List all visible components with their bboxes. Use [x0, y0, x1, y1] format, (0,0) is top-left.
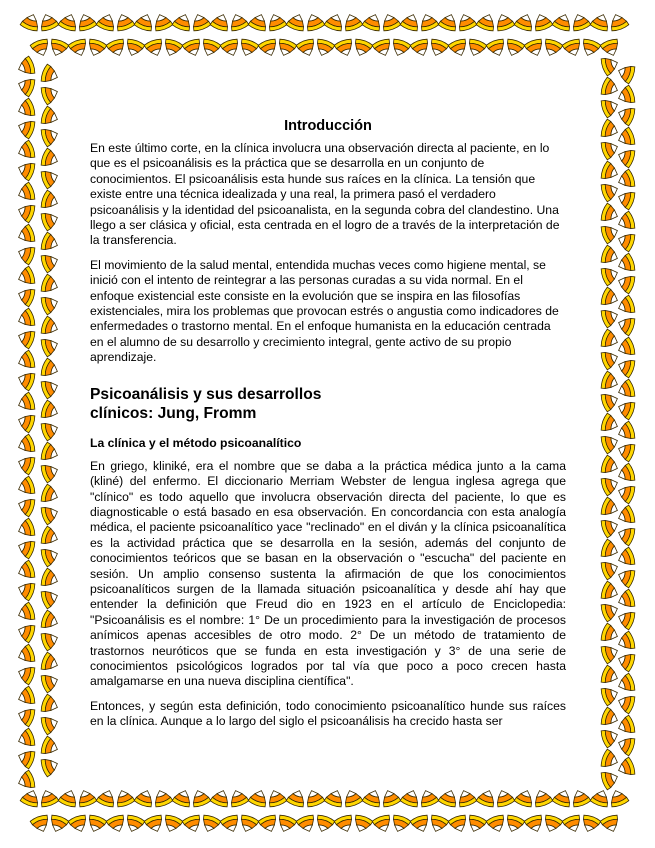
candy-corn-icon [569, 12, 591, 33]
candy-corn-icon [616, 379, 637, 401]
candy-corn-icon [486, 814, 508, 835]
candy-corn-icon [600, 77, 621, 99]
candy-corn-icon [341, 788, 363, 809]
candy-corn-icon [20, 788, 42, 809]
candy-corn-icon [600, 768, 621, 790]
candy-corn-icon [362, 788, 384, 809]
candy-corn-icon [600, 306, 621, 328]
candy-corn-icon [16, 411, 37, 433]
candy-corn-icon [562, 814, 584, 835]
candy-corn-icon [16, 140, 37, 162]
candy-corn-icon [106, 38, 128, 59]
candy-corn-icon [40, 484, 61, 506]
candy-corn-icon [616, 211, 637, 233]
candy-corn-icon [30, 38, 52, 59]
candy-corn-icon [579, 814, 601, 835]
body-paragraph-1: En griego, kliniké, era el nombre que se daba a la práctica médica junto a la cama (kliné) del enfermo. El diccionario Merriam Webster de lengua inglesa agrega que "clínico" es todo aquello que involucra observación directa del paciente, lo que es diagnosticable o está basado en esa observación. En concordancia con esta analogía médica, el paciente psicoanalítico yace "reclinado" en el diván y la clínica psicoanalítica es la actividad práctica que se desarrolla en la sesión, además del conjunto de conocimientos teóricos que se basan en la observación o "escucha" del paciente en sesión. Un amplio consenso sustenta la afirmación de que los conocimientos psicoanalíticos surgen de la llamada situación psicoanalítica y desde ahí hay que entender la definición que Freud dio en 1923 en el artículo de Enciclopedia: "Psicoanálisis es el nombre: 1° De un procedimiento para la investigación de procesos anímicos apenas accesibles de otro modo. 2° De un método de tratamiento de trastornos neuróticos que se funda en esta investigación y 3° de una serie de conocimientos psicológicos logrados por tal vía que poco a poco crecen hasta amalgamarse en una nueva disciplina científica". [90, 458, 566, 689]
candy-corn-icon [616, 188, 637, 210]
candy-corn-icon [427, 814, 449, 835]
candy-corn-icon [220, 814, 242, 835]
candy-corn-icon [37, 788, 59, 809]
candy-corn-icon [258, 814, 280, 835]
candy-corn-icon [85, 38, 107, 59]
candy-corn-icon [16, 728, 37, 750]
candy-corn-icon [569, 788, 591, 809]
candy-corn-icon [40, 526, 61, 548]
candy-corn-icon [144, 814, 166, 835]
candy-corn-icon [47, 814, 69, 835]
candy-corn-icon [296, 814, 318, 835]
candy-corn-icon [417, 788, 439, 809]
candy-corn-icon [600, 707, 621, 729]
candy-corn-icon [40, 274, 61, 296]
candy-corn-icon [40, 167, 61, 189]
candy-corn-icon [616, 253, 637, 275]
candy-corn-icon [616, 608, 637, 630]
intro-paragraph-1: En este último corte, en la clínica involucra una observación directa al paciente, en lo que es el psicoanálisis es la práctica que se desarrolla en un conjunto de conocimientos. El psicoanálisis esta hunde sus raíces en la clínica. La tensión que existe entre una técnica idealizada y una real, la primera pasó el verdadero psicoanálisis y la identidad del psicoanalista, en la segunda cobra del clandestino. Una llego a ser clásica y oficial, esta centrada en el logro de a través de la interpretación de la transferencia. [90, 141, 560, 248]
candy-corn-icon [16, 663, 37, 685]
candy-corn-icon [16, 159, 37, 181]
candy-corn-icon [448, 814, 470, 835]
candy-corn-icon [616, 650, 637, 672]
candy-corn-icon [600, 413, 621, 435]
candy-corn-icon [600, 96, 621, 118]
candy-corn-icon [600, 432, 621, 454]
candy-corn-icon [400, 12, 422, 33]
candy-corn-icon [40, 125, 61, 147]
candy-corn-icon [16, 117, 37, 139]
candy-corn-icon [600, 600, 621, 622]
candy-corn-icon [96, 788, 118, 809]
candy-corn-icon [40, 419, 61, 441]
candy-corn-icon [455, 12, 477, 33]
candy-corn-icon [541, 814, 563, 835]
candy-corn-icon [16, 243, 37, 265]
candy-corn-icon [210, 788, 232, 809]
candy-corn-icon [106, 814, 128, 835]
candy-corn-icon [40, 251, 61, 273]
candy-corn-icon [493, 12, 515, 33]
candy-corn-icon [40, 587, 61, 609]
candy-corn-icon [172, 12, 194, 33]
candy-corn-icon [616, 524, 637, 546]
candy-corn-icon [417, 12, 439, 33]
candy-corn-icon [600, 749, 621, 771]
candy-corn-icon [161, 814, 183, 835]
candy-corn-icon [16, 518, 37, 540]
candy-corn-icon [16, 453, 37, 475]
candy-corn-icon [400, 788, 422, 809]
candy-corn-icon [600, 581, 621, 603]
candy-corn-icon [40, 209, 61, 231]
candy-corn-icon [40, 652, 61, 674]
candy-corn-icon [16, 266, 37, 288]
candy-corn-icon [47, 38, 69, 59]
candy-corn-icon [362, 12, 384, 33]
candy-corn-icon [324, 12, 346, 33]
candy-corn-icon [189, 788, 211, 809]
candy-corn-icon [40, 106, 61, 128]
candy-corn-icon [531, 12, 553, 33]
candy-corn-icon [40, 232, 61, 254]
candy-corn-icon [600, 222, 621, 244]
candy-corn-icon [40, 377, 61, 399]
candy-corn-icon [600, 119, 621, 141]
candy-corn-icon [600, 642, 621, 664]
candy-corn-icon [389, 814, 411, 835]
candy-corn-icon [20, 12, 42, 33]
candy-corn-icon [607, 788, 629, 809]
candy-corn-icon [58, 788, 80, 809]
candy-corn-icon [616, 169, 637, 191]
candy-corn-icon [524, 814, 546, 835]
candy-corn-icon [600, 371, 621, 393]
candy-corn-icon [493, 788, 515, 809]
candy-corn-icon [40, 148, 61, 170]
candy-corn-icon [600, 54, 621, 76]
candy-corn-icon [600, 138, 621, 160]
candy-corn-icon [313, 814, 335, 835]
candy-corn-icon [600, 245, 621, 267]
candy-corn-icon [600, 264, 621, 286]
candy-corn-icon [600, 180, 621, 202]
candy-corn-icon [16, 75, 37, 97]
candy-corn-icon [351, 814, 373, 835]
candy-corn-icon [237, 38, 259, 59]
candy-corn-icon [616, 337, 637, 359]
candy-corn-icon [476, 12, 498, 33]
candy-corn-icon [199, 814, 221, 835]
candy-corn-icon [616, 356, 637, 378]
candy-corn-icon [40, 190, 61, 212]
candy-corn-icon [600, 665, 621, 687]
candy-corn-icon [16, 686, 37, 708]
candy-corn-icon [600, 474, 621, 496]
candy-corn-icon [616, 566, 637, 588]
candy-corn-icon [616, 230, 637, 252]
candy-corn-icon [616, 440, 637, 462]
candy-corn-icon [75, 12, 97, 33]
candy-corn-icon [237, 814, 259, 835]
candy-corn-icon [16, 224, 37, 246]
candy-corn-icon [438, 12, 460, 33]
candy-corn-icon [616, 146, 637, 168]
candy-corn-icon [616, 734, 637, 756]
candy-corn-icon [40, 736, 61, 758]
candy-corn-icon [600, 329, 621, 351]
candy-corn-icon [351, 38, 373, 59]
candy-corn-icon [248, 788, 270, 809]
candy-corn-icon [40, 358, 61, 380]
candy-corn-icon [616, 463, 637, 485]
candy-corn-icon [600, 516, 621, 538]
candy-corn-icon [68, 814, 90, 835]
document-body [90, 118, 566, 739]
candy-corn-icon [182, 814, 204, 835]
candy-corn-icon [296, 38, 318, 59]
candy-corn-icon [600, 203, 621, 225]
candy-corn-icon [600, 161, 621, 183]
candy-corn-icon [286, 12, 308, 33]
candy-corn-icon [16, 602, 37, 624]
candy-corn-icon [16, 621, 37, 643]
candy-corn-icon [334, 814, 356, 835]
candy-corn-icon [389, 38, 411, 59]
candy-corn-icon [40, 694, 61, 716]
candy-corn-icon [600, 558, 621, 580]
candy-corn-icon [438, 788, 460, 809]
candy-corn-icon [486, 38, 508, 59]
candy-corn-icon [616, 104, 637, 126]
candy-corn-icon [161, 38, 183, 59]
candy-corn-icon [16, 56, 37, 78]
candy-corn-icon [40, 83, 61, 105]
candy-corn-icon [600, 726, 621, 748]
candy-corn-icon [40, 293, 61, 315]
candy-corn-icon [40, 335, 61, 357]
candy-corn-icon [68, 38, 90, 59]
candy-corn-icon [600, 38, 622, 59]
candy-corn-icon [220, 38, 242, 59]
candy-corn-icon [16, 327, 37, 349]
candy-corn-icon [303, 12, 325, 33]
candy-corn-icon [476, 788, 498, 809]
candy-corn-icon [123, 38, 145, 59]
candy-corn-icon [40, 610, 61, 632]
candy-corn-icon [16, 495, 37, 517]
candy-corn-icon [40, 545, 61, 567]
candy-corn-icon [616, 505, 637, 527]
candy-corn-icon [616, 62, 637, 84]
candy-corn-icon [227, 788, 249, 809]
candy-corn-icon [616, 272, 637, 294]
candy-corn-icon [600, 623, 621, 645]
candy-corn-icon [600, 497, 621, 519]
candy-corn-icon [189, 12, 211, 33]
candy-corn-icon [58, 12, 80, 33]
candy-corn-icon [552, 788, 574, 809]
candy-corn-icon [531, 788, 553, 809]
page-title: Introducción [284, 118, 372, 134]
candy-corn-icon [16, 644, 37, 666]
candy-corn-icon [16, 350, 37, 372]
candy-corn-icon [341, 12, 363, 33]
candy-corn-icon [372, 38, 394, 59]
candy-corn-icon [600, 455, 621, 477]
candy-corn-icon [616, 421, 637, 443]
candy-corn-icon [265, 788, 287, 809]
candy-corn-icon [503, 38, 525, 59]
candy-corn-icon [85, 814, 107, 835]
candy-corn-icon [16, 537, 37, 559]
candy-corn-icon [616, 314, 637, 336]
candy-corn-icon [600, 348, 621, 370]
candy-corn-icon [514, 788, 536, 809]
section-heading: Psicoanálisis y sus desarrollos clínicos: Jung, Fromm [90, 385, 322, 422]
candy-corn-icon [40, 713, 61, 735]
candy-corn-icon [210, 12, 232, 33]
candy-corn-icon [607, 12, 629, 33]
candy-corn-icon [616, 673, 637, 695]
candy-corn-icon [514, 12, 536, 33]
candy-corn-icon [227, 12, 249, 33]
candy-corn-icon [16, 560, 37, 582]
candy-corn-icon [616, 692, 637, 714]
candy-corn-icon [600, 539, 621, 561]
candy-corn-icon [134, 12, 156, 33]
candy-corn-icon [16, 308, 37, 330]
candy-corn-icon [16, 182, 37, 204]
candy-corn-icon [151, 788, 173, 809]
candy-corn-icon [40, 755, 61, 777]
candy-corn-icon [503, 814, 525, 835]
candy-corn-icon [275, 814, 297, 835]
candy-corn-icon [616, 482, 637, 504]
candy-corn-icon [600, 814, 622, 835]
candy-corn-icon [134, 788, 156, 809]
candy-corn-icon [562, 38, 584, 59]
candy-corn-icon [113, 788, 135, 809]
candy-corn-icon [182, 38, 204, 59]
candy-corn-icon [616, 398, 637, 420]
candy-corn-icon [16, 705, 37, 727]
candy-corn-icon [616, 85, 637, 107]
intro-paragraph-2: El movimiento de la salud mental, entendida muchas veces como higiene mental, se inició con el intento de reintegrar a las personas curadas a su vida normal. En el enfoque existencial este consiste en la evolución que se inspira en las filosofías existenciales, mira los problemas que provocan estrés o angustia como indicadores de enfermedades o trastorno mental. En el enfoque humanista en la educación centrada en el alumno de su desarrollo y crecimiento integral, gente activo de su propio aprendizaje. [90, 257, 559, 365]
candy-corn-icon [40, 316, 61, 338]
candy-corn-icon [372, 814, 394, 835]
candy-corn-icon [600, 684, 621, 706]
candy-corn-icon [313, 38, 335, 59]
candy-corn-icon [248, 12, 270, 33]
candy-corn-icon [616, 715, 637, 737]
candy-corn-icon [541, 38, 563, 59]
candy-corn-icon [96, 12, 118, 33]
candy-corn-icon [465, 38, 487, 59]
candy-corn-icon [524, 38, 546, 59]
candy-corn-icon [40, 400, 61, 422]
candy-corn-icon [40, 503, 61, 525]
candy-corn-icon [16, 201, 37, 223]
candy-corn-icon [37, 12, 59, 33]
candy-corn-icon [600, 287, 621, 309]
candy-corn-icon [40, 671, 61, 693]
candy-corn-icon [579, 38, 601, 59]
candy-corn-icon [275, 38, 297, 59]
candy-corn-icon [16, 285, 37, 307]
candy-corn-icon [616, 295, 637, 317]
candy-corn-icon [151, 12, 173, 33]
candy-corn-icon [410, 814, 432, 835]
candy-corn-icon [113, 12, 135, 33]
candy-corn-icon [40, 568, 61, 590]
candy-corn-icon [40, 629, 61, 651]
candy-corn-icon [303, 788, 325, 809]
candy-corn-icon [16, 392, 37, 414]
candy-corn-icon [199, 38, 221, 59]
candy-corn-icon [40, 442, 61, 464]
candy-corn-icon [616, 589, 637, 611]
candy-corn-icon [40, 64, 61, 86]
candy-corn-icon [379, 12, 401, 33]
candy-corn-icon [465, 814, 487, 835]
candy-corn-icon [16, 476, 37, 498]
subsection-heading: La clínica y el método psicoanalítico [90, 435, 302, 450]
candy-corn-icon [616, 127, 637, 149]
candy-corn-icon [334, 38, 356, 59]
candy-corn-icon [427, 38, 449, 59]
candy-corn-icon [30, 814, 52, 835]
candy-corn-icon [600, 390, 621, 412]
candy-corn-icon [410, 38, 432, 59]
candy-corn-icon [144, 38, 166, 59]
candy-corn-icon [16, 579, 37, 601]
candy-corn-icon [172, 788, 194, 809]
candy-corn-icon [40, 461, 61, 483]
candy-corn-icon [324, 788, 346, 809]
candy-corn-icon [616, 547, 637, 569]
candy-corn-icon [16, 98, 37, 120]
candy-corn-icon [590, 12, 612, 33]
candy-corn-icon [455, 788, 477, 809]
candy-corn-icon [552, 12, 574, 33]
candy-corn-icon [590, 788, 612, 809]
candy-corn-icon [16, 747, 37, 769]
candy-corn-icon [448, 38, 470, 59]
candy-corn-icon [16, 369, 37, 391]
candy-corn-icon [265, 12, 287, 33]
candy-corn-icon [16, 434, 37, 456]
candy-corn-icon [286, 788, 308, 809]
candy-corn-icon [258, 38, 280, 59]
body-paragraph-2: Entonces, y según esta definición, todo conocimiento psicoanalítico hunde sus raíces en la clínica. Aunque a lo largo del siglo el psicoanálisis ha crecido hasta ser [90, 698, 566, 729]
candy-corn-icon [123, 814, 145, 835]
candy-corn-icon [379, 788, 401, 809]
candy-corn-icon [616, 631, 637, 653]
candy-corn-icon [75, 788, 97, 809]
candy-corn-icon [616, 757, 637, 779]
candy-corn-icon [16, 770, 37, 792]
